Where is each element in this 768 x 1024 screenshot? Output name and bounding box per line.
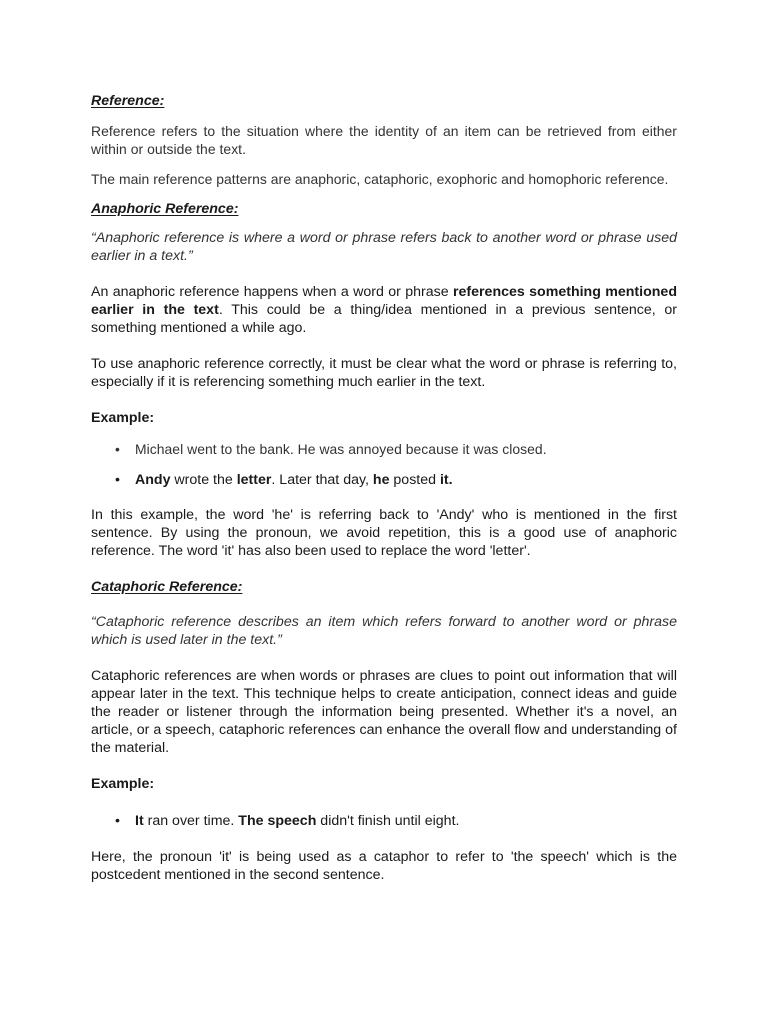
- anaphoric-p1-text-c: . This could be a thing/idea mentioned in a previous sentence, or something mentioned a while ago.: [91, 302, 678, 336]
- document-page: [91, 92, 677, 884]
- anaphoric-quote: “Anaphoric reference is where a word or phrase refers back to another word or phrase used earlier in a text.”: [91, 230, 677, 264]
- bullet-icon: •: [115, 472, 120, 488]
- sentence-part: didn't finish until eight.: [316, 813, 460, 829]
- bold-word-he: he: [372, 472, 390, 488]
- anaphoric-example-label: Example:: [91, 410, 155, 426]
- cataphoric-paragraph-2: Here, the pronoun 'it' is being used as a cataphor to refer to 'the speech' which is the postcedent mentioned in the second sentence.: [91, 849, 677, 883]
- anaphoric-paragraph-1: [91, 283, 677, 337]
- bold-word-it: it.: [439, 472, 453, 488]
- sentence-part: posted: [389, 472, 440, 488]
- bullet-icon: •: [115, 813, 120, 829]
- anaphoric-paragraph-2: To use anaphoric reference correctly, it must be clear what the word or phrase is referring to, especially if it is referencing something much earlier in the text.: [91, 356, 677, 390]
- bold-word-it: It: [135, 813, 144, 829]
- cataphoric-paragraph-1: Cataphoric references are when words or phrases are clues to point out information that will appear later in the text. This technique helps to create anticipation, connect ideas and guide the reader or listener through the information being presented. Whether it's a novel, an article, or a speech, cataphoric references can enhance the overall flow and understanding of the material.: [91, 668, 677, 756]
- sentence-part: ran over time.: [143, 813, 239, 829]
- sentence-part: wrote the: [170, 472, 237, 488]
- anaphoric-example-list: [91, 440, 677, 489]
- reference-heading: Reference:: [91, 93, 165, 109]
- sentence-part: . Later that day,: [271, 472, 373, 488]
- bold-word-andy: Andy: [135, 472, 171, 488]
- cataphoric-heading: Cataphoric Reference:: [91, 579, 243, 595]
- reference-definition: Reference refers to the situation where the identity of an item can be retrieved from either within or outside the text.: [91, 123, 677, 157]
- list-item: [91, 812, 677, 830]
- reference-patterns: The main reference patterns are anaphoric, cataphoric, exophoric and homophoric reference.: [91, 171, 669, 187]
- anaphoric-p1-text-a: An anaphoric reference happens when a word or phrase: [91, 284, 453, 300]
- cataphoric-example-list: [91, 812, 677, 830]
- cataphoric-example-label: Example:: [91, 776, 155, 792]
- bold-word-letter: letter: [236, 472, 272, 488]
- anaphoric-paragraph-3: In this example, the word 'he' is referring back to 'Andy' who is mentioned in the first sentence. By using the pronoun, we avoid repetition, this is a good use of anaphoric reference. The word 'it' has also been used to replace the word 'letter'.: [91, 507, 677, 559]
- bold-word-the-speech: The speech: [238, 813, 317, 829]
- list-item: [91, 471, 677, 489]
- anaphoric-heading: Anaphoric Reference:: [91, 201, 239, 217]
- example-sentence-michael: Michael went to the bank. He was annoyed because it was closed.: [135, 441, 547, 457]
- list-item: [91, 440, 677, 458]
- bullet-icon: •: [115, 441, 120, 457]
- anaphoric-p1-bold: references something mentioned earlier in the text: [91, 284, 677, 318]
- cataphoric-quote: “Cataphoric reference describes an item which refers forward to another word or phrase which is used later in the text.”: [91, 614, 677, 648]
